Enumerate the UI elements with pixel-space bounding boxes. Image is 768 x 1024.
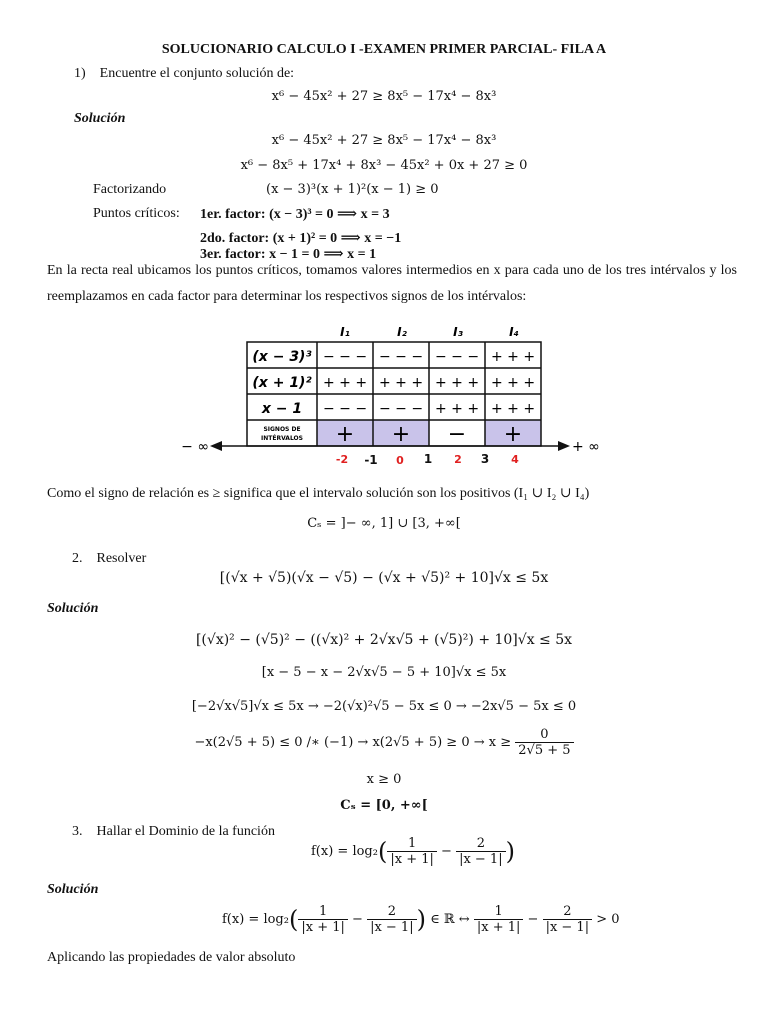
problem-number: 3.: [72, 824, 83, 839]
solution-label: Solución: [47, 882, 99, 897]
sign-cell: − − −: [378, 349, 424, 365]
tick-label: -2: [335, 453, 349, 466]
tick-label: 1: [423, 452, 433, 466]
problem-1-prompt: [74, 66, 294, 82]
critical-points-label: Puntos críticos:: [93, 206, 180, 221]
problem-3-prompt: [72, 824, 275, 840]
problem-number: 1): [74, 66, 86, 81]
problem-2-step-3: [−2√x√5]√x ≤ 5x → −2(√x)²√5 − 5x ≤ 0 → −2x√5 − 5x ≤ 0: [191, 699, 577, 714]
neg-infinity: − ∞: [181, 439, 209, 455]
interval-header: I₃: [453, 325, 463, 339]
summary-label: INTÉRVALOS: [261, 435, 303, 442]
solution-label: Solución: [74, 111, 126, 126]
problem-1-step-2: x⁶ − 8x⁵ + 17x⁴ + 8x³ − 45x² + 0x + 27 ≥ 0: [240, 158, 528, 173]
sign-cell: − − −: [378, 401, 424, 417]
factor-2: 2do. factor: (x + 1)² = 0 ⟹ x = −1: [200, 231, 402, 246]
interval-header: I₁: [340, 325, 350, 339]
problem-2-step-2: [x − 5 − x − 2√x√5 − 5 + 10]√x ≤ 5x: [261, 665, 507, 680]
problem-2-step-4: −x(2√5 + 5) ≤ 0 /∗ (−1) → x(2√5 + 5) ≥ 0 → x ≥ $\frac{0}{2√5 + 5}$: [0, 727, 768, 758]
problem-2-step-1: [(√x)² − (√5)² − ((√x)² + 2√x√5 + (√5)²) + 10]√x ≤ 5x: [195, 632, 573, 648]
summary-label: SIGNOS DE: [263, 426, 301, 433]
interval-header: I₄: [509, 325, 519, 339]
summary-sign: +: [391, 422, 411, 447]
factored-expression: (x − 3)³(x + 1)²(x − 1) ≥ 0: [266, 182, 439, 197]
problem-text: Resolver: [96, 551, 147, 566]
sign-table: [181, 322, 610, 468]
solution-label: Solución: [47, 601, 99, 616]
page-title: SOLUCIONARIO CALCULO I -EXAMEN PRIMER PARCIAL- FILA A: [161, 42, 607, 57]
tick-label: 3: [480, 452, 490, 466]
sign-cell: + + +: [434, 375, 480, 391]
row-factor-label: (x + 1)²: [252, 375, 312, 391]
arrow-right-icon: [558, 441, 570, 451]
problem-text: Hallar el Dominio de la función: [96, 824, 275, 839]
sign-cell: + + +: [378, 375, 424, 391]
fraction: $\frac{0}{2√5 + 5}$: [515, 727, 573, 758]
problem-2-step-5: x ≥ 0: [366, 772, 402, 787]
summary-sign: +: [503, 422, 523, 447]
row-factor-label: x − 1: [261, 401, 303, 417]
sign-cell: + + +: [322, 375, 368, 391]
tick-label: 4: [511, 453, 519, 466]
problem-1-result: Cₛ = ]− ∞, 1] ∪ [3, +∞[: [307, 516, 461, 531]
closing-text: Aplicando las propiedades de valor absoluto: [47, 950, 296, 965]
summary-sign: +: [335, 422, 355, 447]
factor-label: Factorizando: [93, 182, 167, 197]
problem-2-result: Cₛ = [0, +∞[: [340, 798, 428, 813]
problem-number: 2.: [72, 551, 83, 566]
sign-cell: − − −: [322, 349, 368, 365]
sign-cell: − − −: [322, 401, 368, 417]
problem-2-prompt: [72, 551, 146, 567]
sign-cell: + + +: [434, 401, 480, 417]
problem-1-inequality: x⁶ − 45x² + 27 ≥ 8x⁵ − 17x⁴ − 8x³: [271, 89, 497, 104]
conclusion-text: Como el signo de relación es ≥ significa que el intervalo solución son los positivos (I₁ ∪ I₂ ∪ I₄): [47, 486, 590, 501]
problem-text: Encuentre el conjunto solución de:: [99, 66, 295, 81]
problem-2-inequality: [(√x + √5)(√x − √5) − (√x + √5)² + 10]√x ≤ 5x: [219, 570, 549, 586]
arrow-left-icon: [210, 441, 222, 451]
sign-cell: + + +: [490, 375, 536, 391]
tick-label: -1: [364, 453, 378, 467]
function-definition: f(x) = log₂( $\frac{1}{|x + 1|}$ − $\frac{2}{|x - 1|}$ ): [311, 836, 515, 867]
tick-label: 0: [396, 454, 404, 467]
factor-1: 1er. factor: (x − 3)³ = 0 ⟹ x = 3: [200, 207, 390, 222]
problem-1-step-1: x⁶ − 45x² + 27 ≥ 8x⁵ − 17x⁴ − 8x³: [271, 133, 497, 148]
domain-condition: f(x) = log₂( $\frac{1}{|x + 1|}$ − $\frac{2}{|x - 1|}$ ) ∈ ℝ ↔ $\frac{1}{|x + 1|}$ − $\frac{2}{|x - 1|}$ > 0: [222, 904, 620, 935]
sign-cell: − − −: [434, 349, 480, 365]
sign-cell: + + +: [490, 349, 536, 365]
pos-infinity: + ∞: [572, 439, 600, 455]
tick-label: 2: [454, 453, 462, 466]
row-factor-label: (x − 3)³: [252, 349, 312, 365]
summary-sign: −: [447, 422, 467, 447]
explanation-paragraph: En la recta real ubicamos los puntos críticos, tomamos valores intermedios en x para cada uno de los tres intérvalos y los reemplazamos en cada factor para determinar los respectivos signos de los intérvalos:: [47, 263, 737, 304]
interval-header: I₂: [397, 325, 407, 339]
sign-cell: + + +: [490, 401, 536, 417]
factor-3: 3er. factor: x − 1 = 0 ⟹ x = 1: [200, 247, 377, 262]
